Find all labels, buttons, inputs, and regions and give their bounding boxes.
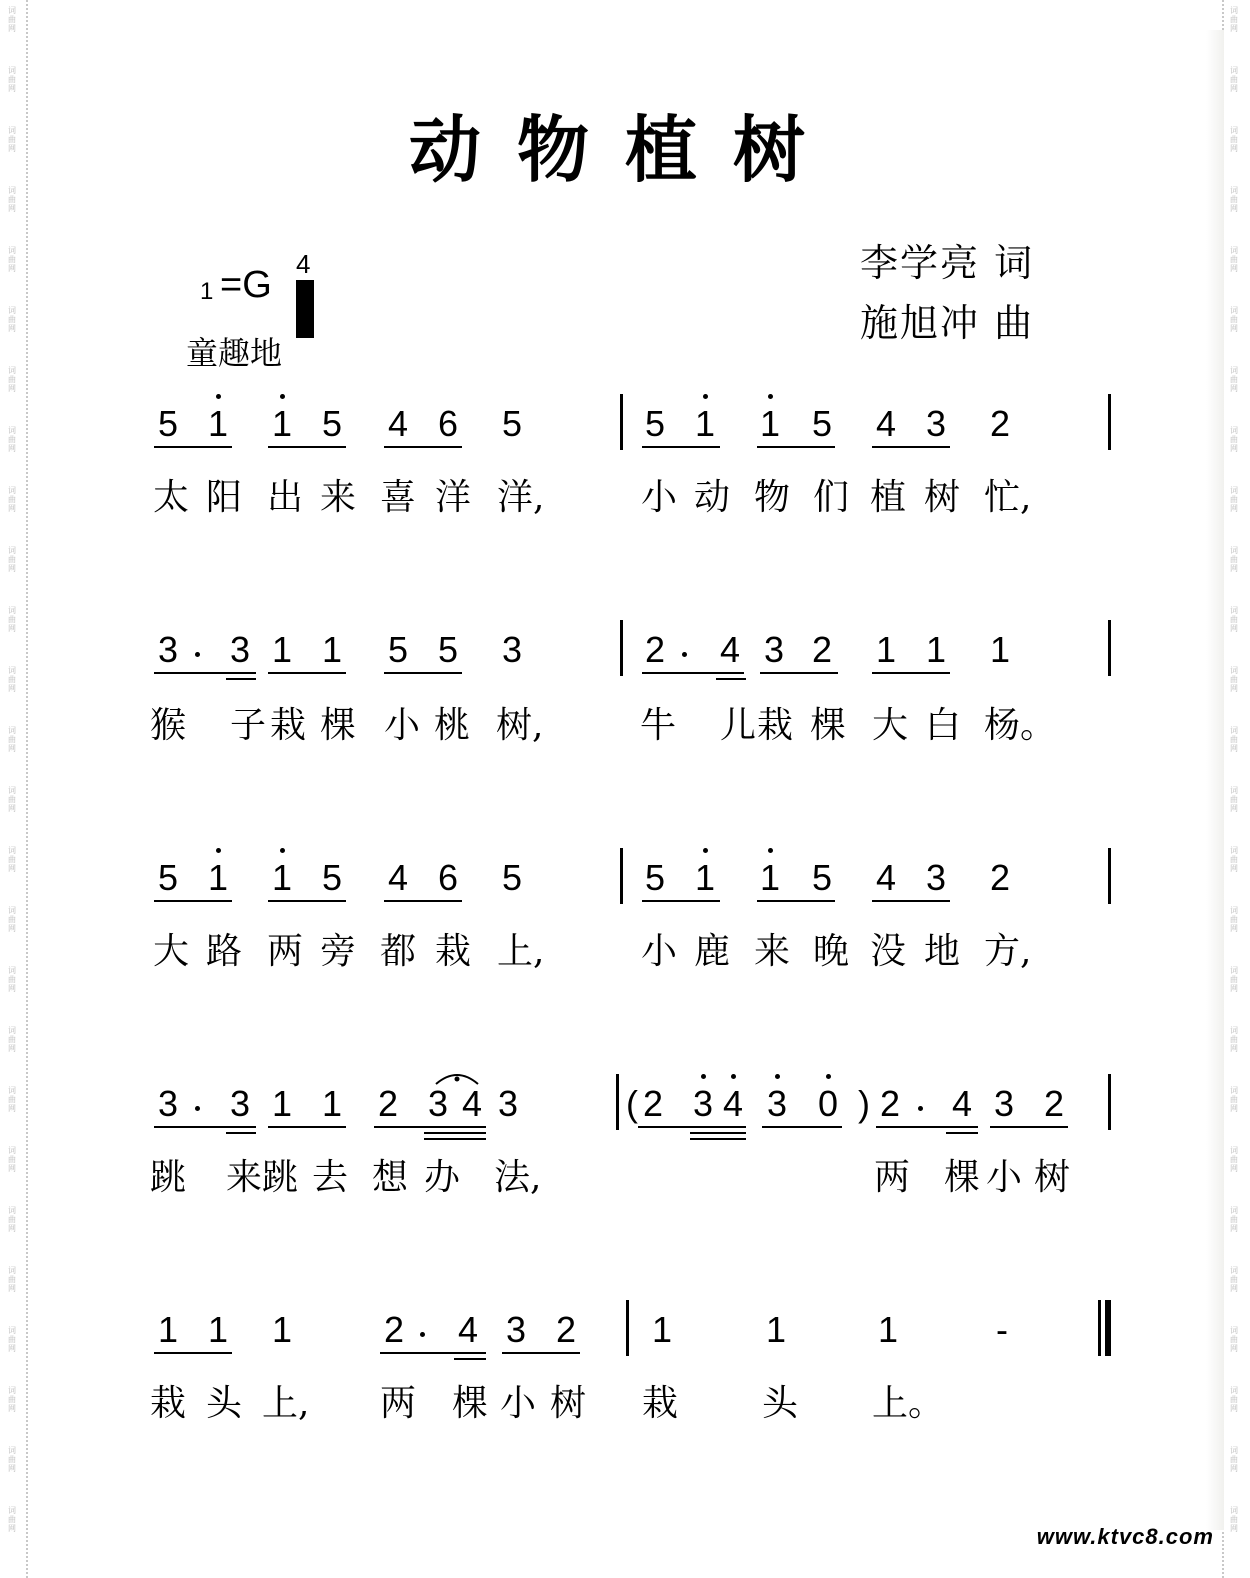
lyric-char: 树 [1034, 1157, 1071, 1198]
octave-dot [775, 1074, 780, 1079]
lyric-char: 树 [924, 477, 961, 518]
beam-line [757, 900, 835, 902]
note: 0 [818, 1083, 839, 1124]
watermark-mark: 词 曲 网 [8, 666, 16, 693]
lyric-char: 忙, [984, 477, 1032, 518]
watermark-mark: 词 曲 网 [8, 1146, 16, 1173]
watermark-mark: 词 曲 网 [8, 1086, 16, 1113]
lyric-char: 跳 [262, 1157, 299, 1198]
lyric-char: 大 [153, 931, 190, 972]
beam-line [638, 1126, 746, 1128]
note: 3 [502, 629, 523, 670]
lyric-char: 都 [380, 931, 417, 972]
watermark-mark: 词 曲 网 [1230, 1086, 1238, 1113]
lyric-char: 栽 [642, 1383, 679, 1424]
watermark-mark: 词 曲 网 [1230, 786, 1238, 813]
note: 2 [812, 629, 833, 670]
beam-line [872, 672, 950, 674]
watermark-mark: 词 曲 网 [1230, 1146, 1238, 1173]
beam-line-triple [690, 1138, 746, 1140]
watermark-mark: 词 曲 网 [1230, 966, 1238, 993]
watermark-mark: 词 曲 网 [8, 6, 16, 33]
note: 2 [990, 857, 1011, 898]
note: 1 [760, 857, 781, 898]
note: ( [626, 1083, 638, 1124]
augmentation-dot [682, 652, 687, 657]
lyric-char: 栽 [150, 1383, 187, 1424]
lyric-char: 上。 [872, 1383, 945, 1424]
lyric-char: 没 [870, 931, 907, 972]
lyric-char: 们 [813, 477, 850, 518]
lyric-char: 晚 [813, 931, 850, 972]
tempo-marking: 童趣地 [186, 334, 283, 372]
watermark-mark: 词 曲 网 [1230, 1446, 1238, 1473]
note: 1 [760, 403, 781, 444]
watermark-mark: 词 曲 网 [1230, 306, 1238, 333]
lyric-char: 头 [762, 1383, 799, 1424]
lyric-char: 来 [320, 477, 357, 518]
lyric-char: 办 [424, 1157, 461, 1198]
note: 2 [556, 1309, 577, 1350]
watermark-mark: 词 曲 网 [1230, 1206, 1238, 1233]
lyric-char: 物 [754, 477, 791, 518]
beam-line [384, 672, 462, 674]
note: 1 [272, 857, 293, 898]
bar-line [1108, 394, 1111, 450]
website-logo: www.ktvc8.com [1036, 1524, 1214, 1549]
note: 3 [926, 403, 947, 444]
beam-line [374, 1126, 486, 1128]
watermark-mark: 词 曲 网 [8, 1026, 16, 1053]
watermark-mark: 词 曲 网 [8, 726, 16, 753]
lyric-char: 植 [870, 477, 907, 518]
note: 2 [384, 1309, 405, 1350]
note: 2 [880, 1083, 901, 1124]
octave-dot [216, 394, 221, 399]
watermark-mark: 词 曲 网 [1230, 486, 1238, 513]
note: 3 [764, 629, 785, 670]
lyric-char: 法, [494, 1157, 542, 1198]
watermark-mark: 词 曲 网 [1230, 606, 1238, 633]
note: 5 [645, 403, 666, 444]
lyric-char: 想 [372, 1157, 409, 1198]
watermark-mark: 词 曲 网 [1230, 1026, 1238, 1053]
lyric-char: 栽 [757, 705, 794, 746]
octave-dot [826, 1074, 831, 1079]
lyric-char: 去 [312, 1157, 349, 1198]
lyric-char: 小 [641, 477, 678, 518]
note: 2 [645, 629, 666, 670]
bar-line [620, 394, 623, 450]
key-note: =G [220, 264, 272, 306]
lyric-char: 洋, [497, 477, 545, 518]
lyric-char: 鹿 [694, 931, 731, 972]
note: 5 [438, 629, 459, 670]
note: 3 [506, 1309, 527, 1350]
note: 1 [158, 1309, 179, 1350]
lyric-char: 棵 [320, 705, 357, 746]
lyric-char: 小 [641, 931, 678, 972]
watermark-mark: 词 曲 网 [8, 186, 16, 213]
watermark-mark: 词 曲 网 [1230, 726, 1238, 753]
watermark-mark: 词 曲 网 [1230, 546, 1238, 573]
lyric-char: 猴 [150, 705, 187, 746]
watermark-mark: 词 曲 网 [8, 66, 16, 93]
note: 3 [230, 629, 251, 670]
watermark-mark: 词 曲 网 [8, 966, 16, 993]
lyric-char: 太 [153, 477, 190, 518]
note: 1 [876, 629, 897, 670]
beam-line [876, 1126, 978, 1128]
note: 1 [652, 1309, 673, 1350]
lyric-char: 大 [872, 705, 909, 746]
beam-line [502, 1352, 580, 1354]
lyric-char: 上, [262, 1383, 310, 1424]
lyric-char: 跳 [150, 1157, 187, 1198]
watermark-mark: 词 曲 网 [1230, 186, 1238, 213]
note: 1 [926, 629, 947, 670]
beam-line [642, 672, 744, 674]
lyric-char: 头 [206, 1383, 243, 1424]
bar-line [620, 620, 623, 676]
beam-line [872, 900, 950, 902]
beam-line [154, 900, 232, 902]
note: 5 [158, 857, 179, 898]
watermark-mark: 词 曲 网 [1230, 366, 1238, 393]
lyric-char: 旁 [320, 931, 357, 972]
watermark-mark: 词 曲 网 [1230, 1266, 1238, 1293]
beam-line [384, 446, 462, 448]
beam-line [642, 446, 720, 448]
watermark-mark: 词 曲 网 [8, 1386, 16, 1413]
augmentation-dot [195, 1106, 200, 1111]
bar-line [626, 1300, 629, 1356]
note: 1 [766, 1309, 787, 1350]
beam-line-double [690, 1132, 746, 1134]
octave-dot [280, 848, 285, 853]
lyric-char: 儿 [720, 705, 757, 746]
note: 5 [645, 857, 666, 898]
note: 3 [428, 1083, 449, 1124]
beam-line [154, 672, 256, 674]
watermark-mark: 词 曲 网 [8, 606, 16, 633]
note: 1 [272, 1083, 293, 1124]
note: 4 [876, 403, 897, 444]
note: 3 [994, 1083, 1015, 1124]
watermark-mark: 词 曲 网 [1230, 246, 1238, 273]
beam-line-double [424, 1132, 486, 1134]
watermark-mark: 词 曲 网 [8, 1266, 16, 1293]
note: 2 [1044, 1083, 1065, 1124]
lyric-char: 路 [206, 931, 243, 972]
key-do: 1 [200, 278, 214, 305]
note: 5 [812, 857, 833, 898]
composer-credit: 施旭冲 曲 [860, 301, 1035, 345]
lyric-char: 棵 [452, 1383, 489, 1424]
watermark-mark: 词 曲 网 [8, 906, 16, 933]
note: 3 [926, 857, 947, 898]
watermark-mark: 词 曲 网 [8, 366, 16, 393]
bar-line [1108, 848, 1111, 904]
watermark-mark: 词 曲 网 [8, 786, 16, 813]
octave-dot [768, 394, 773, 399]
lyric-char: 小 [384, 705, 421, 746]
beam-line-double [226, 1132, 256, 1134]
lyric-char: 来 [754, 931, 791, 972]
beam-line-double [716, 678, 746, 680]
note: 5 [322, 857, 343, 898]
lyric-char: 小 [986, 1157, 1023, 1198]
watermark-mark: 词 曲 网 [1230, 846, 1238, 873]
octave-dot [701, 1074, 706, 1079]
note: 1 [208, 857, 229, 898]
time-divider [296, 280, 314, 338]
beam-line [154, 1352, 232, 1354]
watermark-mark: 词 曲 网 [8, 246, 16, 273]
augmentation-dot [420, 1332, 425, 1337]
bar-line [1108, 620, 1111, 676]
note: 1 [272, 629, 293, 670]
note: 3 [158, 629, 179, 670]
note: 1 [322, 1083, 343, 1124]
lyric-char: 出 [267, 477, 304, 518]
beam-line [268, 446, 346, 448]
note: 6 [438, 857, 459, 898]
lyric-char: 白 [925, 705, 962, 746]
note: 3 [498, 1083, 519, 1124]
note: 5 [502, 857, 523, 898]
lyric-char: 上, [497, 931, 545, 972]
watermark-mark: 词 曲 网 [8, 1206, 16, 1233]
octave-dot [280, 394, 285, 399]
note: 4 [388, 403, 409, 444]
bar-line [1108, 1074, 1111, 1130]
note: 4 [458, 1309, 479, 1350]
lyric-char: 喜 [380, 477, 417, 518]
lyric-char: 地 [924, 931, 961, 972]
fermata-arc [432, 1068, 482, 1086]
octave-dot [731, 1074, 736, 1079]
lyric-char: 杨。 [984, 705, 1057, 746]
lyric-char: 树, [496, 705, 544, 746]
watermark-mark: 词 曲 网 [8, 1506, 16, 1533]
watermark-mark: 词 曲 网 [1230, 66, 1238, 93]
watermark-mark: 词 曲 网 [8, 126, 16, 153]
bar-line [616, 1074, 619, 1130]
final-bar-thin [1098, 1300, 1101, 1356]
beam-line [762, 1126, 842, 1128]
watermark-mark: 词 曲 网 [1230, 1386, 1238, 1413]
note: 3 [158, 1083, 179, 1124]
watermark-mark: 词 曲 网 [8, 1446, 16, 1473]
lyric-char: 棵 [810, 705, 847, 746]
watermark-mark: 词 曲 网 [8, 306, 16, 333]
note: 3 [693, 1083, 714, 1124]
note: 1 [272, 403, 293, 444]
watermark-mark: 词 曲 网 [8, 486, 16, 513]
note: 5 [812, 403, 833, 444]
augmentation-dot [918, 1106, 923, 1111]
note: ) [858, 1083, 870, 1124]
lyricist-credit: 李学亮 词 [860, 241, 1035, 285]
octave-dot [703, 394, 708, 399]
beam-line [268, 672, 346, 674]
lyric-char: 阳 [206, 477, 243, 518]
note: - [996, 1309, 1008, 1350]
beam-line [872, 446, 950, 448]
octave-dot [216, 848, 221, 853]
watermark-mark: 词 曲 网 [8, 846, 16, 873]
note: 4 [388, 857, 409, 898]
note: 2 [643, 1083, 664, 1124]
time-beats: 4 [296, 249, 311, 279]
watermark-mark: 词 曲 网 [1230, 6, 1238, 33]
watermark-mark: 词 曲 网 [1230, 1506, 1238, 1533]
note: 6 [438, 403, 459, 444]
watermark-mark: 词 曲 网 [1230, 666, 1238, 693]
beam-line-double [454, 1358, 486, 1360]
lyric-char: 洋 [435, 477, 472, 518]
note: 5 [322, 403, 343, 444]
note: 2 [378, 1083, 399, 1124]
note: 4 [462, 1083, 483, 1124]
note: 4 [876, 857, 897, 898]
octave-dot [703, 848, 708, 853]
watermark-mark: 词 曲 网 [8, 546, 16, 573]
note: 4 [723, 1083, 744, 1124]
beam-line [757, 446, 835, 448]
lyric-char: 来 [226, 1157, 263, 1198]
song-title: 动物植树 [408, 107, 841, 192]
lyric-char: 棵 [944, 1157, 981, 1198]
page-shadow [1206, 30, 1224, 1530]
watermark-mark: 词 曲 网 [1230, 126, 1238, 153]
beam-line [154, 1126, 256, 1128]
beam-line [154, 446, 232, 448]
watermark-mark: 词 曲 网 [1230, 906, 1238, 933]
watermark-mark: 词 曲 网 [8, 426, 16, 453]
note: 4 [720, 629, 741, 670]
final-bar-thick [1105, 1300, 1111, 1356]
watermark-mark: 词 曲 网 [1230, 1326, 1238, 1353]
lyric-char: 栽 [435, 931, 472, 972]
watermark-mark: 词 曲 网 [8, 1326, 16, 1353]
lyric-char: 动 [694, 477, 731, 518]
note: 1 [322, 629, 343, 670]
note: 1 [695, 403, 716, 444]
watermark-mark: 词 曲 网 [1230, 426, 1238, 453]
beam-line [268, 900, 346, 902]
octave-dot [768, 848, 773, 853]
beam-line [760, 672, 838, 674]
lyric-char: 两 [874, 1157, 911, 1198]
note: 3 [230, 1083, 251, 1124]
note: 1 [878, 1309, 899, 1350]
note: 1 [208, 403, 229, 444]
lyric-char: 小 [500, 1383, 537, 1424]
beam-line [268, 1126, 346, 1128]
beam-line [990, 1126, 1068, 1128]
note: 5 [502, 403, 523, 444]
time-signature [296, 250, 310, 306]
note: 5 [388, 629, 409, 670]
lyric-char: 方, [984, 931, 1032, 972]
lyric-char: 牛 [640, 705, 677, 746]
lyric-char: 栽 [270, 705, 307, 746]
lyric-char: 桃 [434, 705, 471, 746]
note: 1 [208, 1309, 229, 1350]
lyric-char: 两 [267, 931, 304, 972]
beam-line [384, 900, 462, 902]
lyric-char: 树 [550, 1383, 587, 1424]
lyric-char: 子 [230, 705, 267, 746]
note: 1 [272, 1309, 293, 1350]
note: 2 [990, 403, 1011, 444]
note: 5 [158, 403, 179, 444]
note: 1 [695, 857, 716, 898]
bar-line [620, 848, 623, 904]
beam-line-triple [424, 1138, 486, 1140]
lyric-char: 两 [380, 1383, 417, 1424]
note: 1 [990, 629, 1011, 670]
beam-line-double [226, 678, 256, 680]
beam-line [380, 1352, 486, 1354]
beam-line-double [946, 1132, 978, 1134]
beam-line [642, 900, 720, 902]
augmentation-dot [195, 652, 200, 657]
note: 3 [767, 1083, 788, 1124]
note: 4 [952, 1083, 973, 1124]
